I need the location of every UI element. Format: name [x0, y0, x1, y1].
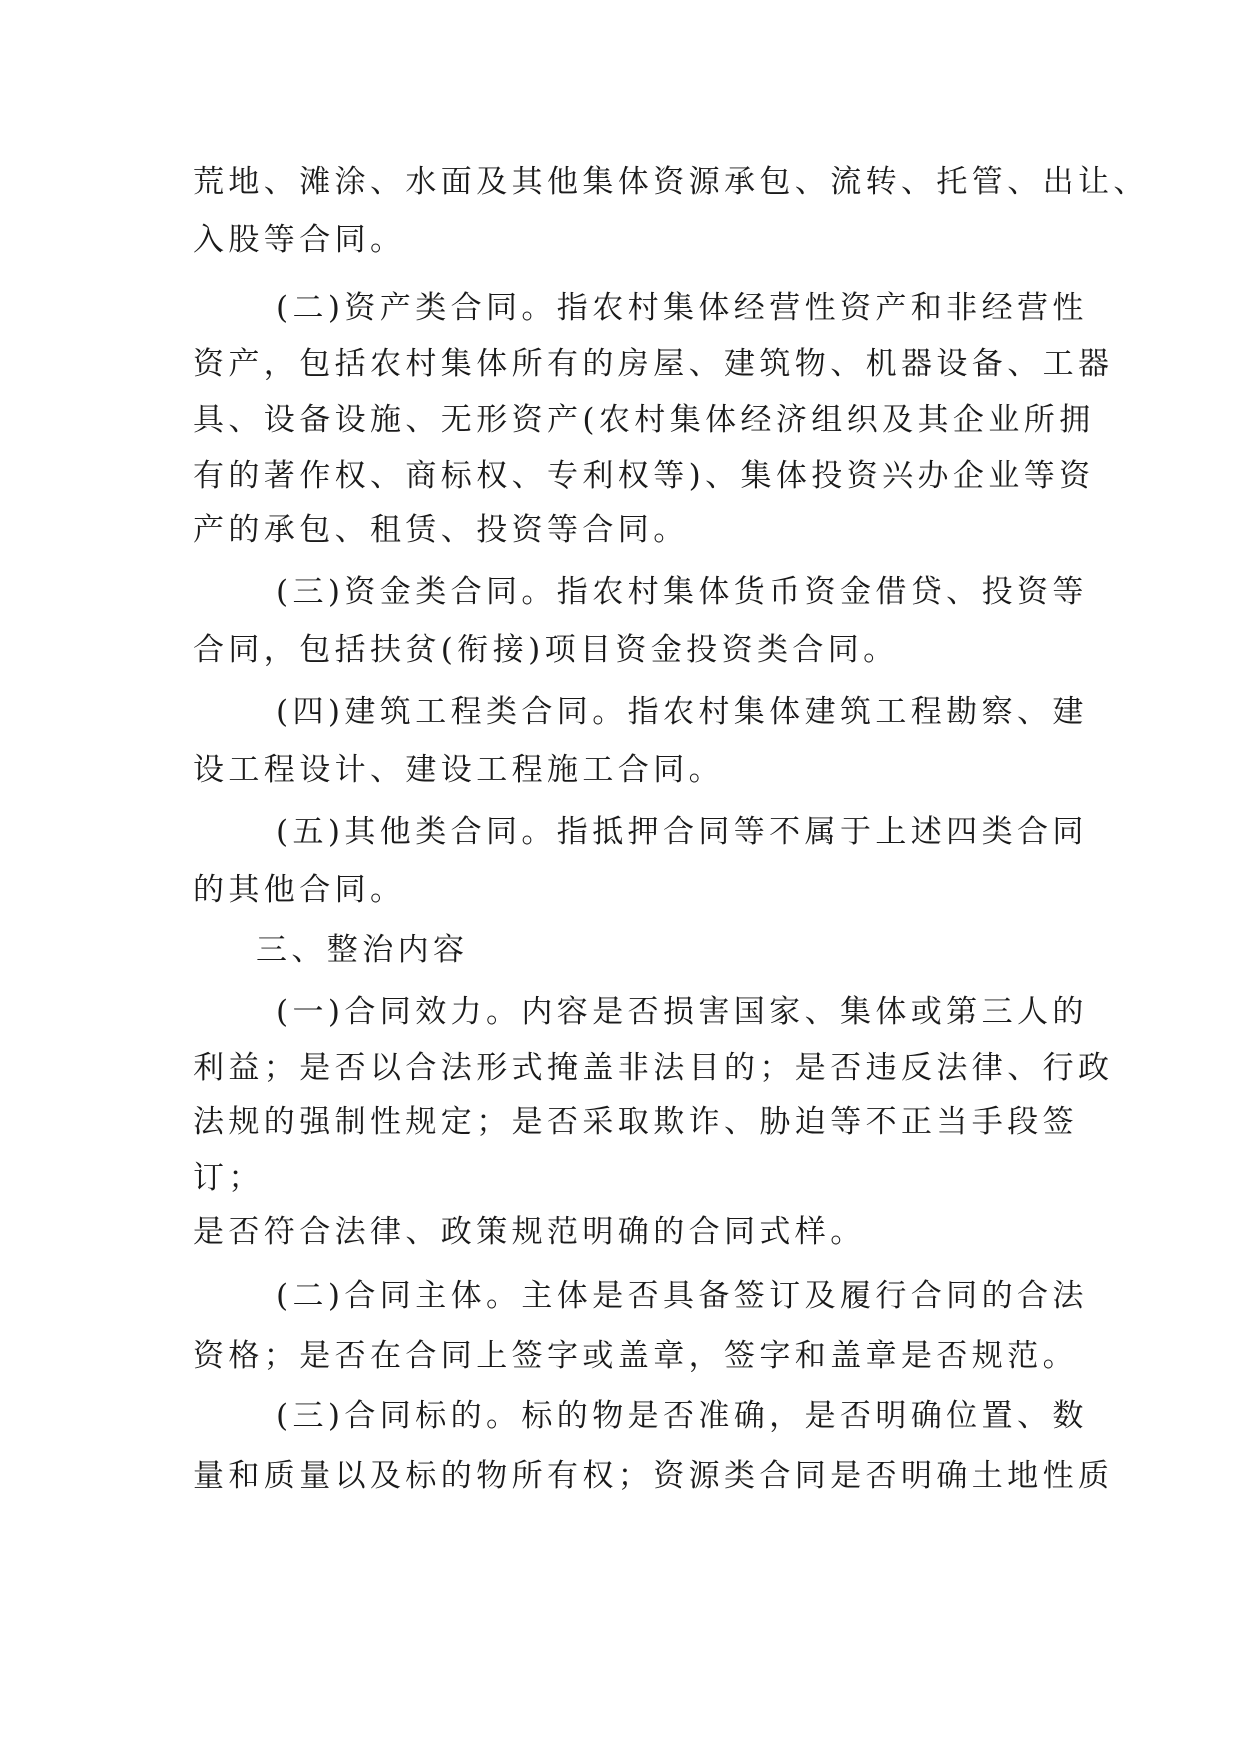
text-line: 利益；是否以合法形式掩盖非法目的；是否违反法律、行政: [193, 1050, 1114, 1086]
text-line: 产的承包、租赁、投资等合同。: [193, 512, 689, 548]
text-line: 具、设备设施、无形资产(农村集体经济组织及其企业所拥: [193, 402, 1095, 438]
text-line: 的其他合同。: [193, 872, 406, 908]
text-line: 资格；是否在合同上签字或盖章，签字和盖章是否规范。: [193, 1338, 1078, 1374]
text-line: 有的著作权、商标权、专利权等)、集体投资兴办企业等资: [193, 458, 1095, 494]
paragraph-start: (三)资金类合同。指农村集体货币资金借贷、投资等: [276, 574, 1088, 610]
paragraph-start: (五)其他类合同。指抵押合同等不属于上述四类合同: [276, 814, 1088, 850]
paragraph-start: (二)资产类合同。指农村集体经营性资产和非经营性: [276, 290, 1088, 326]
text-line: 法规的强制性规定；是否采取欺诈、胁迫等不正当手段签: [193, 1104, 1078, 1140]
text-line: 入股等合同。: [193, 222, 406, 258]
text-line: 设工程设计、建设工程施工合同。: [193, 752, 724, 788]
text-line: 荒地、滩涂、水面及其他集体资源承包、流转、托管、出让、: [193, 164, 1149, 200]
text-line: 是否符合法律、政策规范明确的合同式样。: [193, 1214, 866, 1250]
text-line: 订；: [193, 1160, 264, 1196]
paragraph-start: (三)合同标的。标的物是否准确，是否明确位置、数: [276, 1398, 1088, 1434]
section-heading: 三、整治内容: [256, 932, 469, 968]
text-line: 量和质量以及标的物所有权；资源类合同是否明确土地性质: [193, 1458, 1114, 1494]
text-line: 合同，包括扶贫(衔接)项目资金投资类合同。: [193, 632, 899, 668]
paragraph-start: (一)合同效力。内容是否损害国家、集体或第三人的: [276, 994, 1088, 1030]
paragraph-start: (四)建筑工程类合同。指农村集体建筑工程勘察、建: [276, 694, 1088, 730]
paragraph-start: (二)合同主体。主体是否具备签订及履行合同的合法: [276, 1278, 1088, 1314]
text-line: 资产，包括农村集体所有的房屋、建筑物、机器设备、工器: [193, 346, 1114, 382]
